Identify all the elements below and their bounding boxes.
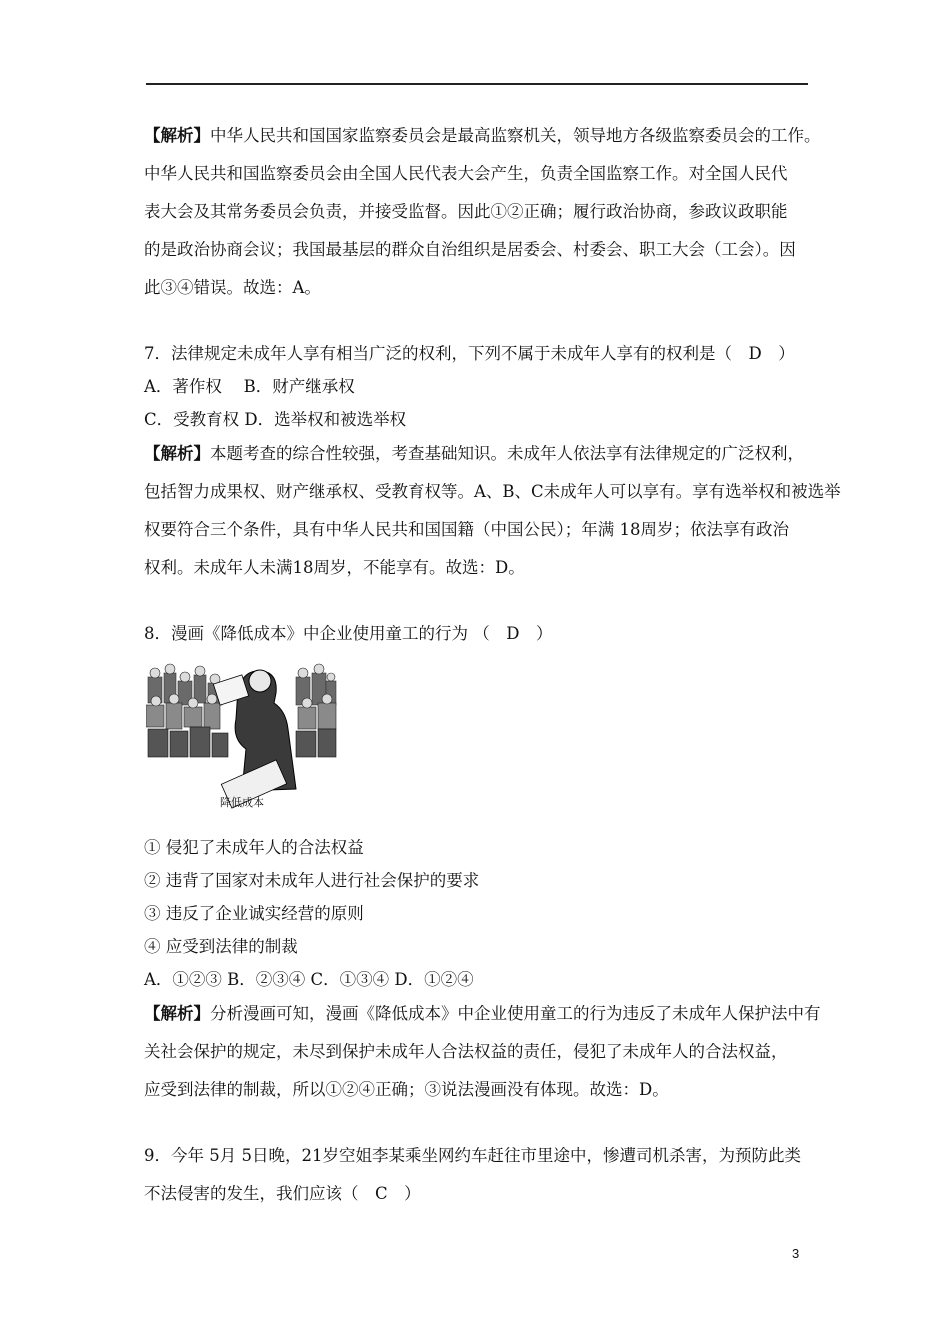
q9-stem-line-2: 不法侵害的发生，我们应该（ C ） — [144, 1184, 421, 1203]
q6-analysis-line-1: 【解析】中华人民共和国国家监察委员会是最高监察机关，领导地方各级监察委员会的工作。 — [144, 126, 821, 145]
q8-item-3: ③ 违反了企业诚实经营的原则 — [144, 904, 364, 923]
q7-analysis-line-2: 包括智力成果权、财产继承权、受教育权等。A、B、C未成年人可以享有。享有选举权和被选举 — [144, 482, 841, 501]
q6-analysis-line-4: 的是政治协商会议；我国最基层的群众自治组织是居委会、村委会、职工大会（工会）。因 — [144, 240, 796, 259]
header-rule — [146, 83, 808, 85]
q8-analysis-line-3: 应受到法律的制裁，所以①②④正确；③说法漫画没有体现。故选：D。 — [144, 1080, 669, 1099]
q8-stem: 8．漫画《降低成本》中企业使用童工的行为 （ D ） — [144, 624, 553, 643]
cartoon-image — [146, 659, 338, 811]
q7-analysis-line-3: 权要符合三个条件，具有中华人民共和国国籍（中国公民）；年满 18周岁；依法享有政治 — [144, 520, 789, 539]
q7-options-2: C．受教育权 D．选举权和被选举权 — [144, 410, 407, 429]
q7-stem: 7．法律规定未成年人享有相当广泛的权利，下列不属于未成年人享有的权利是（ D ） — [144, 344, 795, 363]
q8-item-4: ④ 应受到法律的制裁 — [144, 937, 298, 956]
q8-options: A．①②③ B．②③④ C．①③④ D．①②④ — [144, 970, 474, 989]
analysis-tag: 【解析】 — [144, 126, 210, 145]
q8-analysis-line-1: 【解析】分析漫画可知，漫画《降低成本》中企业使用童工的行为违反了未成年人保护法中有 — [144, 1004, 821, 1023]
cartoon-caption: 降低成本 — [220, 796, 264, 809]
analysis-tag: 【解析】 — [144, 1004, 210, 1023]
q8-analysis-line-2: 关社会保护的规定，未尽到保护未成年人合法权益的责任，侵犯了未成年人的合法权益， — [144, 1042, 788, 1061]
q8-item-2: ② 违背了国家对未成年人进行社会保护的要求 — [144, 871, 480, 890]
q7-analysis-line-4: 权利。未成年人未满18周岁，不能享有。故选：D。 — [144, 558, 525, 577]
q7-options-1: A．著作权 B．财产继承权 — [144, 377, 355, 396]
analysis-tag: 【解析】 — [144, 444, 210, 463]
cartoon-reduce-cost — [146, 659, 338, 811]
q7-analysis-line-1: 【解析】本题考查的综合性较强，考查基础知识。未成年人依法享有法律规定的广泛权利， — [144, 444, 804, 463]
q6-analysis-line-5: 此③④错误。故选：A。 — [144, 278, 321, 297]
q6-analysis-line-3: 表大会及其常务委员会负责，并接受监督。因此①②正确；履行政治协商，参政议政职能 — [144, 202, 788, 221]
q9-stem-line-1: 9．今年 5月 5日晚，21岁空姐李某乘坐网约车赶往市里途中，惨遭司机杀害，为预防此类 — [144, 1146, 801, 1165]
page-number: 3 — [792, 1246, 800, 1261]
q8-item-1: ① 侵犯了未成年人的合法权益 — [144, 838, 364, 857]
q6-analysis-line-2: 中华人民共和国监察委员会由全国人民代表大会产生，负责全国监察工作。对全国人民代 — [144, 164, 788, 183]
